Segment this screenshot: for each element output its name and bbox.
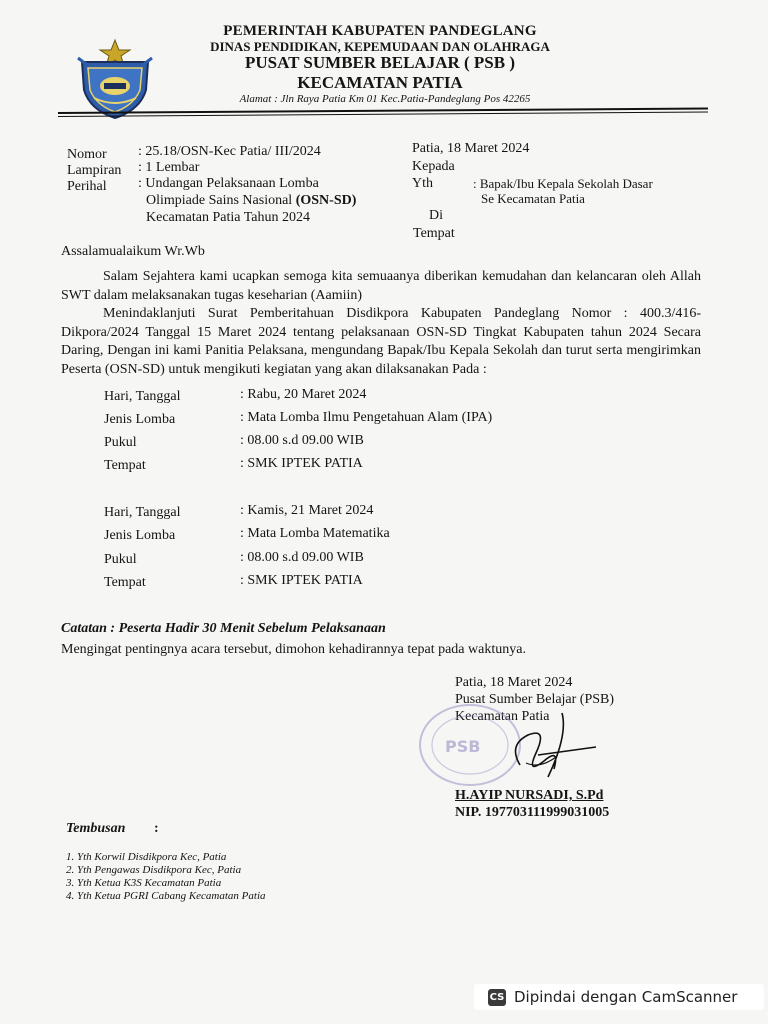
perihal-value-line1: : Undangan Pelaksanaan Lomba — [138, 176, 319, 191]
di-label: Di — [429, 208, 443, 223]
schedule-day-label: Hari, Tanggal — [104, 389, 181, 404]
schedule-time-value: : 08.00 s.d 09.00 WIB — [240, 550, 364, 565]
perihal-label: Perihal — [67, 179, 107, 194]
signature-org-line2: Kecamatan Patia — [455, 709, 550, 724]
schedule-time-label: Pukul — [104, 435, 137, 450]
schedule-venue-value: : SMK IPTEK PATIA — [240, 573, 363, 588]
schedule-type-label: Jenis Lomba — [104, 528, 176, 543]
tempat-label: Tempat — [413, 226, 455, 241]
perihal-value-line3: Kecamatan Patia Tahun 2024 — [146, 210, 310, 225]
tembusan-item: 1. Yth Korwil Disdikpora Kec, Patia — [66, 851, 227, 863]
paragraph-intro: Salam Sejahtera kami ucapkan semoga kita semuaanya diberikan kemudahan dan kelancaran oleh Allah SWT dalam melaksanakan tugas keseharian (Aamiin) — [61, 269, 701, 303]
letterhead-department: DINAS PENDIDIKAN, KEPEMUDAAN DAN OLAHRAGA — [210, 39, 550, 54]
lampiran-value: : 1 Lembar — [138, 160, 200, 175]
regency-emblem-icon — [74, 38, 156, 120]
schedule-time-value: : 08.00 s.d 09.00 WIB — [240, 433, 364, 448]
kepada-label: Kepada — [412, 159, 455, 174]
camscanner-label: Dipindai dengan CamScanner — [514, 988, 738, 1006]
tembusan-colon: : — [154, 821, 159, 836]
greeting: Assalamualaikum Wr.Wb — [61, 244, 205, 259]
schedule-venue-value: : SMK IPTEK PATIA — [240, 456, 363, 471]
schedule-day-value: : Rabu, 20 Maret 2024 — [240, 387, 367, 402]
letterhead-district: KECAMATAN PATIA — [297, 73, 463, 92]
nomor-value: : 25.18/OSN-Kec Patia/ III/2024 — [138, 144, 321, 159]
letterhead-institution: PUSAT SUMBER BELAJAR ( PSB ) — [245, 53, 515, 72]
attendance-note: Catatan : Peserta Hadir 30 Menit Sebelum Pelaksanaan — [61, 621, 386, 636]
handwritten-signature-icon — [478, 705, 603, 785]
perihal-subject: Olimpiade Sains Nasional — [146, 193, 293, 208]
stamp-text: PSB — [445, 737, 481, 756]
schedule-day-value: : Kamis, 21 Maret 2024 — [240, 503, 374, 518]
schedule-day-label: Hari, Tanggal — [104, 505, 181, 520]
letterhead-address: Alamat : Jln Raya Patia Km 01 Kec.Patia-Pandeglang Pos 42265 — [239, 93, 531, 105]
tembusan-title: Tembusan — [66, 821, 126, 836]
schedule-type-value: : Mata Lomba Ilmu Pengetahuan Alam (IPA) — [240, 410, 493, 425]
lampiran-label: Lampiran — [67, 163, 122, 178]
tembusan-item: 3. Yth Ketua K3S Kecamatan Patia — [66, 877, 222, 889]
schedule-type-value: : Mata Lomba Matematika — [240, 526, 390, 541]
tembusan-item: 2. Yth Pengawas Disdikpora Kec, Patia — [66, 864, 242, 876]
schedule-time-label: Pukul — [104, 552, 137, 567]
tembusan-item: 4. Yth Ketua PGRI Cabang Kecamatan Patia — [66, 890, 266, 902]
recipient-line1: : Bapak/Ibu Kepala Sekolah Dasar — [473, 176, 653, 191]
signatory-name: H.AYIP NURSADI, S.Pd — [455, 788, 604, 803]
letterhead-government: PEMERINTAH KABUPATEN PANDEGLANG — [223, 23, 537, 39]
schedule-type-label: Jenis Lomba — [104, 412, 176, 427]
camscanner-logo-icon: CS — [488, 989, 506, 1006]
yth-label: Yth — [412, 176, 433, 191]
paragraph-main: Menindaklanjuti Surat Pemberitahuan Disdikpora Kabupaten Pandeglang Nomor : 400.3/416-Dikpora/2024 Tanggal 15 Maret 2024 tentang pelaksanaan OSN-SD Tingkat Kabupaten tahun 2024 Secara Daring, Dengan ini kami Panitia Pelaksana, mengundang Bapak/Ibu Kepala Sekolah dan turut serta mengirimkan Peserta (OSN-SD) untuk mengikuti kegiatan yang akan dilaksanakan Pada : — [61, 306, 701, 377]
schedule-venue-label: Tempat — [104, 575, 146, 590]
schedule-venue-label: Tempat — [104, 458, 146, 473]
signature-org-line1: Pusat Sumber Belajar (PSB) — [455, 692, 615, 707]
signature-place-date: Patia, 18 Maret 2024 — [455, 675, 573, 690]
nomor-label: Nomor — [67, 147, 107, 162]
perihal-subject-code: (OSN-SD) — [295, 193, 357, 208]
signatory-nip: NIP. 197703111999031005 — [455, 805, 610, 820]
recipient-line2: Se Kecamatan Patia — [481, 191, 585, 206]
closing-sentence: Mengingat pentingnya acara tersebut, dimohon kehadirannya tepat pada waktunya. — [61, 642, 526, 657]
letter-place-date: Patia, 18 Maret 2024 — [412, 141, 530, 156]
perihal-value-line2 — [146, 193, 356, 209]
